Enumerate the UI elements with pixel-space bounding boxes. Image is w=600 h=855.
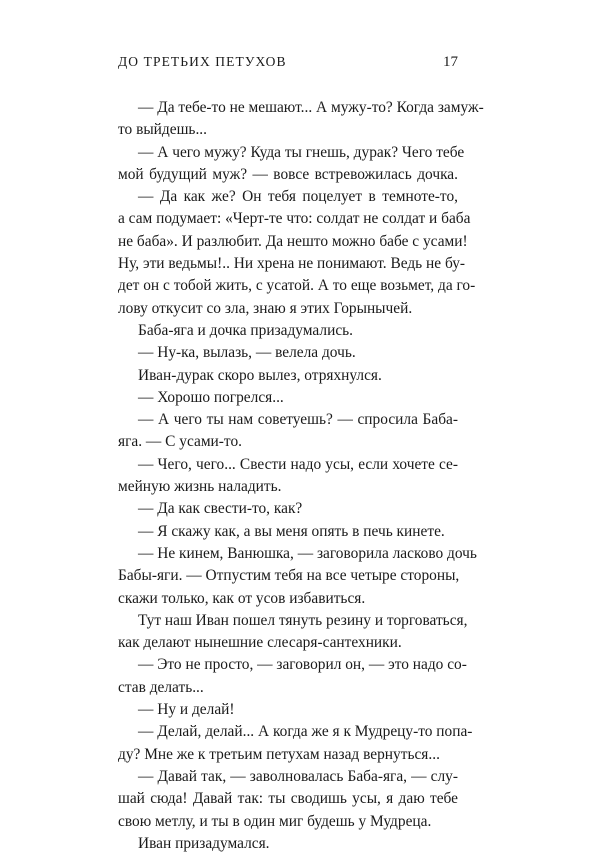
text-line: шай сюда! Давай так: ты сводишь усы, я даю тебе bbox=[118, 790, 458, 808]
text-line: свою метлу, и ты в один миг будешь у Мудреца. bbox=[118, 812, 432, 830]
text-line: — Хорошо погрелся... bbox=[138, 388, 284, 406]
text-line: — Чего, чего... Свести надо усы, если хочете се- bbox=[138, 455, 458, 473]
page-number: 17 bbox=[443, 54, 458, 70]
text-line: скажи только, как от усов избавиться. bbox=[118, 589, 366, 607]
text-line: мейную жизнь наладить. bbox=[118, 478, 282, 496]
text-line: — Это не просто, — заговорил он, — это надо со- bbox=[138, 656, 467, 674]
text-line: — А чего мужу? Куда ты гнешь, дурак? Чего тебе bbox=[138, 143, 465, 161]
text-line: Тут наш Иван пошел тянуть резину и торговаться, bbox=[138, 611, 468, 629]
text-line: Баба-яга и дочка призадумались. bbox=[138, 321, 354, 339]
text-line: — Да как свести-то, как? bbox=[138, 500, 303, 518]
text-line: Иван призадумался. bbox=[138, 834, 270, 852]
text-line: то выйдешь... bbox=[118, 121, 207, 139]
text-line: Ну, эти ведьмы!.. Ни хрена не понимают. Ведь не бу- bbox=[118, 255, 466, 273]
text-line: — Да тебе-то не мешают... А мужу-то? Когда замуж- bbox=[138, 99, 484, 116]
text-line: — Ну-ка, вылазь, — велела дочь. bbox=[138, 344, 356, 362]
text-line: — Делай, делай... А когда же я к Мудрецу-то попа- bbox=[138, 723, 473, 741]
text-line: — Я скажу как, а вы меня опять в печь кинете. bbox=[138, 522, 445, 540]
text-line: лову откусит со зла, знаю я этих Горынычей. bbox=[118, 299, 413, 317]
text-line: — Не кинем, Ванюшка, — заговорила ласково дочь bbox=[138, 544, 477, 562]
text-line: став делать... bbox=[118, 678, 204, 696]
text-line: мой будущий муж? — вовсе встревожилась дочка. bbox=[118, 165, 458, 183]
running-title: ДО ТРЕТЬИХ ПЕТУХОВ bbox=[118, 54, 287, 69]
text-line: — Ну и делай! bbox=[138, 701, 235, 719]
text-line: — А чего ты нам советуешь? — спросила Баба- bbox=[138, 411, 458, 429]
text-line: а сам подумает: «Черт-те что: солдат не солдат и баба bbox=[118, 210, 471, 228]
text-line: как делают нынешние слесаря-сантехники. bbox=[118, 634, 402, 652]
body-text bbox=[118, 97, 484, 855]
text-line: дет он с тобой жить, с усатой. А то еще возьмет, да го- bbox=[118, 277, 476, 295]
text-line: Иван-дурак скоро вылез, отряхнулся. bbox=[138, 366, 382, 384]
text-line: — Давай так, — заволновалась Баба-яга, — слу- bbox=[138, 767, 458, 785]
text-line: яга. — С усами-то. bbox=[118, 433, 242, 451]
text-line: — Да как же? Он тебя поцелует в темноте-то, bbox=[138, 188, 458, 206]
text-line: ду? Мне же к третьим петухам назад вернуться... bbox=[118, 745, 440, 763]
text-line: не баба». И разлюбит. Да нешто можно бабе с усами! bbox=[118, 232, 468, 250]
text-line: Бабы-яги. — Отпустим тебя на все четыре стороны, bbox=[118, 567, 460, 585]
